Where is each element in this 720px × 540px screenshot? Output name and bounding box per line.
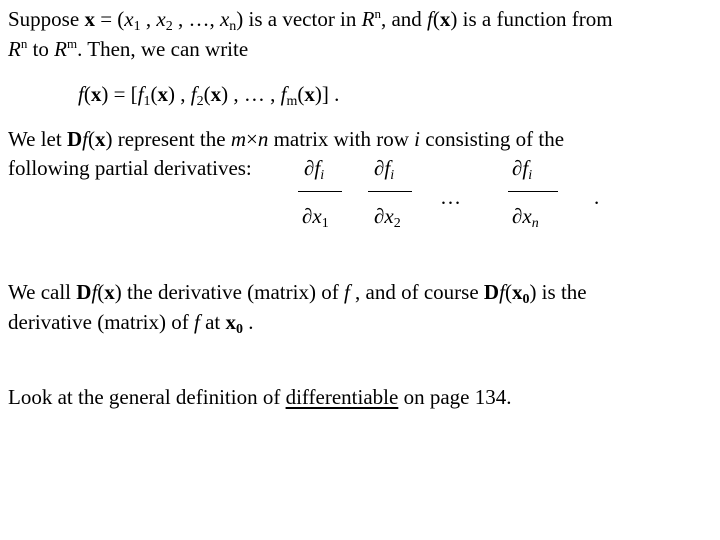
subscript: 2 [196,94,204,109]
partial-symbol: ∂ [512,204,523,228]
text: at [199,310,226,334]
var-R: R [54,37,67,61]
var-x: x [522,204,532,228]
subscript: m [286,94,298,109]
subscript: 2 [165,19,173,34]
vector-x: x [511,280,523,304]
text: ( [297,82,305,106]
vector-x: x [157,82,169,106]
text: ) = [ [101,82,138,106]
text: is a function from [457,7,613,31]
vector-x: x [439,7,451,31]
text: ( [504,280,512,304]
text: ) the derivative (matrix) of [114,280,344,304]
superscript: n [20,36,28,51]
operator-D: D [483,280,500,304]
text: ( [432,7,440,31]
reference-line [8,387,511,408]
text: Look at the general definition of [8,385,286,409]
var-x: x [156,7,166,31]
text: ) , … , [221,82,281,106]
text: ( [203,82,211,106]
var-f: f [91,280,98,304]
fraction-bar-2 [368,191,412,192]
text: )] . [314,82,340,106]
text: to [27,37,55,61]
subscript: 2 [393,216,401,231]
var-m: m [230,127,246,151]
subscript: n [229,19,237,34]
var-x: x [312,204,322,228]
differentiable-link[interactable]: differentiable [285,385,399,409]
intro-line-1 [8,6,613,34]
var-f: f [499,280,505,304]
partial-denominator-2 [374,204,401,231]
text: on page 134. [398,385,512,409]
partial-denominator-n [512,204,539,231]
ellipsis: … [440,185,461,209]
var-f: f [280,82,287,106]
fraction-bar-1 [298,191,342,192]
text: ) is the [529,280,587,304]
text: , and [380,7,428,31]
var-x: x [124,7,134,31]
jacobian-line-2 [8,158,252,179]
period: . [594,185,600,209]
subscript: 1 [143,94,151,109]
subscript: 1 [321,216,329,231]
text: matrix with row [268,127,415,151]
text: , and of course [349,280,484,304]
var-f: f [343,280,350,304]
vector-x: x [225,310,237,334]
function-equation [78,82,340,109]
var-f: f [427,7,433,31]
superscript: m [67,36,78,51]
partial-denominator-1 [302,204,329,231]
text: ) represent the [105,127,231,151]
var-f: f [137,82,144,106]
derivative-line-2 [8,310,254,337]
text: , [140,7,157,31]
vector-x: x [210,82,222,106]
intro-line-2 [8,36,249,61]
var-R: R [8,37,21,61]
text: ( [83,82,91,106]
var-n: n [257,127,269,151]
text: derivative (matrix) of [8,310,195,334]
fraction-bar-n [508,191,558,192]
partial-symbol: ∂ [302,204,313,228]
vector-x: x [84,7,95,31]
vector-x: x [304,82,315,106]
var-R: R [361,7,375,31]
text: We let [8,127,67,151]
partial-numerator-1 [304,156,325,183]
subscript: 0 [522,292,530,307]
var-f: f [522,156,529,180]
vector-x: x [104,280,115,304]
vector-x: x [90,82,102,106]
text: consisting of the [420,127,565,151]
vector-x: x [94,127,106,151]
partial-symbol: ∂ [512,156,523,180]
var-x: x [384,204,394,228]
text: We call [8,280,77,304]
var-f: f [78,82,84,106]
text: Suppose [8,7,80,31]
partial-symbol: ∂ [374,156,385,180]
var-i: i [390,168,395,183]
var-x: x [219,7,230,31]
text: ( [150,82,158,106]
text: ( [87,127,95,151]
times-sign: × [246,127,258,151]
var-i: i [528,168,533,183]
partial-symbol: ∂ [374,204,385,228]
partial-numerator-n [512,156,533,183]
var-f: f [190,82,197,106]
subscript: 0 [236,322,244,337]
jacobian-line-1 [8,129,564,150]
operator-D: D [76,280,92,304]
operator-D: D [66,127,83,151]
text: following partial derivatives: [8,156,252,180]
var-f: f [384,156,391,180]
text: ) is a vector in [236,7,362,31]
text: , …, [172,7,220,31]
partial-symbol: ∂ [304,156,315,180]
var-f: f [82,127,88,151]
text: . Then, we can write [77,37,249,61]
text: = ( [94,7,125,31]
text: . [243,310,254,334]
text: ) [450,7,458,31]
derivative-line-1 [8,280,587,307]
superscript: n [374,6,381,21]
text: ( [97,280,105,304]
var-i: i [414,127,420,151]
var-f: f [194,310,200,334]
subscript: 1 [133,19,141,34]
partial-numerator-2 [374,156,395,183]
var-i: i [320,168,325,183]
var-f: f [314,156,321,180]
text: ) , [168,82,191,106]
subscript: n [531,216,539,231]
